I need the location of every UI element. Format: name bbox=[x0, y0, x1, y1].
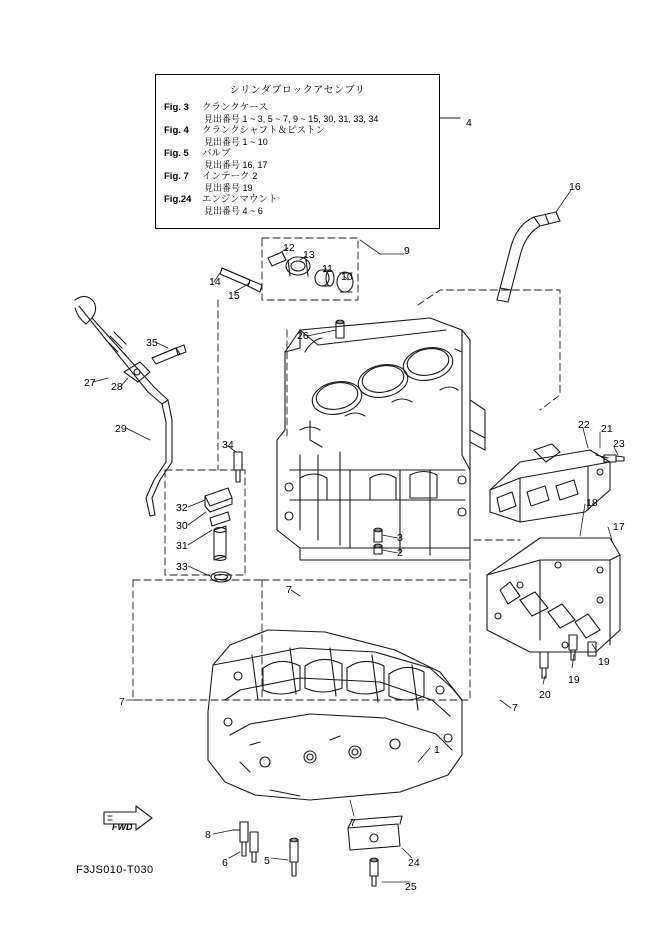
callout-34: 34 bbox=[222, 439, 234, 451]
callout-13: 13 bbox=[303, 249, 315, 261]
legend-sub-1: 見出番号 1 ~ 3, 5 ~ 7, 9 ~ 15, 30, 31, 33, 34 bbox=[204, 113, 379, 124]
callout-22: 22 bbox=[578, 419, 590, 431]
callout-1: 1 bbox=[434, 744, 440, 756]
legend-row-4 bbox=[164, 171, 431, 183]
callout-33: 33 bbox=[176, 561, 188, 573]
legend-name-3: バルブ bbox=[202, 148, 231, 159]
callout-20: 20 bbox=[539, 689, 551, 701]
legend-name-4: インテーク 2 bbox=[202, 171, 258, 182]
legend-sub-3: 見出番号 16, 17 bbox=[204, 159, 268, 170]
callout-31: 31 bbox=[176, 540, 188, 552]
callout-2: 2 bbox=[397, 547, 403, 559]
callout-10: 10 bbox=[341, 271, 353, 283]
legend-fig-5: Fig.24 bbox=[164, 194, 192, 205]
callout-28: 28 bbox=[111, 381, 123, 393]
legend-sub-5: 見出番号 4 ~ 6 bbox=[204, 205, 263, 216]
legend-fig-2: Fig. 4 bbox=[164, 125, 189, 136]
part-code: F3JS010-T030 bbox=[76, 864, 154, 876]
callout-7: 7 bbox=[119, 696, 125, 708]
callout-32: 32 bbox=[176, 502, 188, 514]
callout-6: 6 bbox=[222, 857, 228, 869]
callout-15: 15 bbox=[228, 290, 240, 302]
legend-fig-1: Fig. 3 bbox=[164, 102, 189, 113]
callout-30: 30 bbox=[176, 520, 188, 532]
callout-7: 7 bbox=[286, 584, 292, 596]
callout-8: 8 bbox=[205, 829, 211, 841]
callout-19: 19 bbox=[568, 674, 580, 686]
legend-box bbox=[155, 74, 440, 229]
legend-name-5: エンジンマウント bbox=[202, 194, 278, 205]
callout-7: 7 bbox=[350, 817, 356, 829]
callout-14: 14 bbox=[209, 276, 221, 288]
legend-name-1: クランクケース bbox=[202, 102, 268, 113]
callout-26: 26 bbox=[297, 330, 309, 342]
callout-17: 17 bbox=[613, 521, 625, 533]
callout-11: 11 bbox=[322, 263, 333, 275]
callout-4: 4 bbox=[466, 117, 472, 129]
callout-24: 24 bbox=[408, 857, 420, 869]
callout-21: 21 bbox=[601, 423, 613, 435]
legend-row-1 bbox=[164, 102, 431, 114]
callout-27: 27 bbox=[84, 377, 96, 389]
callout-9: 9 bbox=[404, 245, 410, 257]
callout-19: 19 bbox=[598, 656, 610, 668]
fwd-arrow-label: FWD bbox=[112, 822, 133, 832]
legend-row-3 bbox=[164, 148, 431, 160]
legend-sub-2: 見出番号 1 ~ 10 bbox=[204, 136, 268, 147]
legend-title: シリンダブロックアセンブリ bbox=[229, 85, 366, 96]
callout-35: 35 bbox=[146, 337, 158, 349]
callout-12: 12 bbox=[283, 242, 295, 254]
legend-name-2: クランクシャフト＆ピストン bbox=[202, 125, 326, 136]
legend-fig-4: Fig. 7 bbox=[164, 171, 189, 182]
callout-5: 5 bbox=[264, 855, 270, 867]
callout-29: 29 bbox=[115, 423, 127, 435]
callout-23: 23 bbox=[613, 438, 625, 450]
legend-sub-4: 見出番号 19 bbox=[204, 182, 253, 193]
legend-row-5 bbox=[164, 194, 431, 206]
legend-row-2 bbox=[164, 125, 431, 137]
callout-25: 25 bbox=[405, 881, 417, 893]
legend-fig-3: Fig. 5 bbox=[164, 148, 189, 159]
callout-16: 16 bbox=[569, 181, 581, 193]
callout-3: 3 bbox=[397, 532, 403, 544]
callout-18: 18 bbox=[586, 497, 598, 509]
callout-7: 7 bbox=[512, 702, 518, 714]
